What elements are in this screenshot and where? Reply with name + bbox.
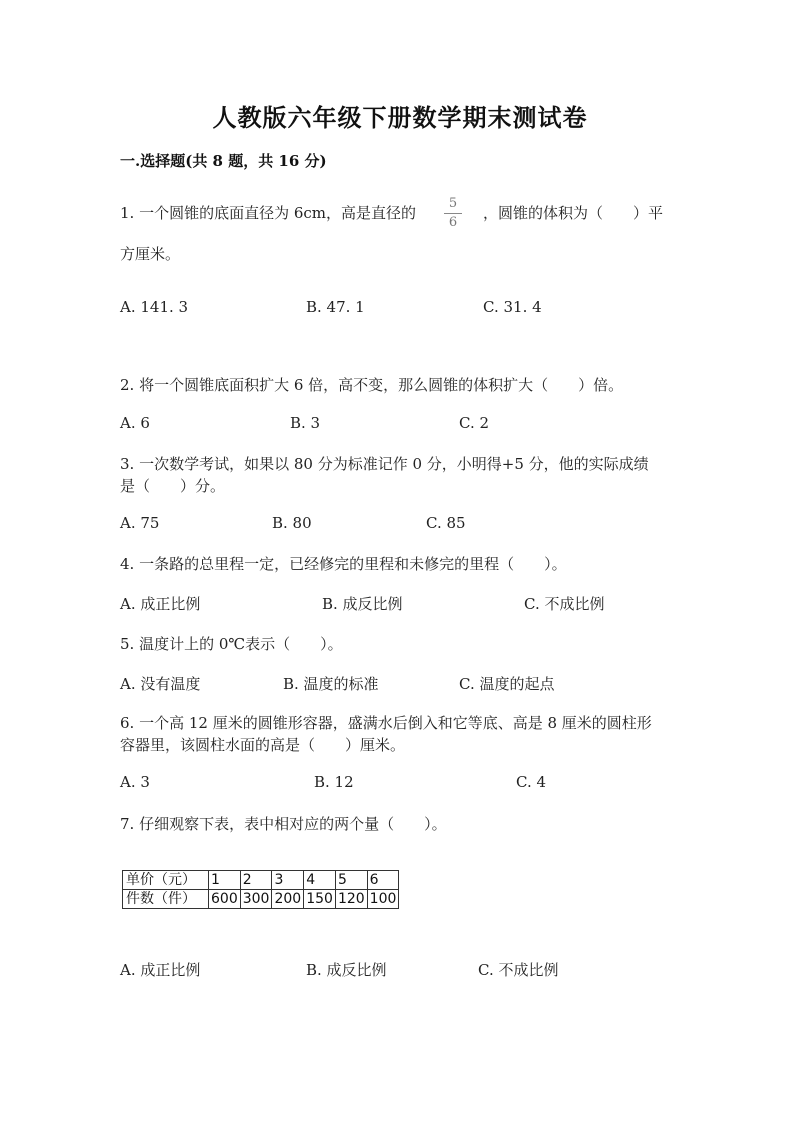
question-7-option-a[interactable]: A. 成正比例: [120, 961, 201, 979]
table-cell: 100: [367, 890, 399, 909]
question-1-text-b: ，圆锥的体积为（ ）平: [483, 204, 664, 222]
fraction-bar: [444, 213, 462, 214]
question-3-option-b[interactable]: B. 80: [272, 514, 312, 532]
question-2-option-c[interactable]: C. 2: [459, 414, 490, 432]
fraction-five-sixths: [444, 196, 462, 231]
question-6-option-c[interactable]: C. 4: [516, 773, 547, 791]
table-cell: 4: [304, 871, 336, 890]
table-cell: 5: [335, 871, 367, 890]
question-4-text: 4. 一条路的总里程一定，已经修完的里程和未修完的里程（ ）。: [120, 555, 567, 573]
table-cell: 3: [272, 871, 304, 890]
question-3-text: 3. 一次数学考试，如果以 80 分为标准记作 0 分，小明得+5 分，他的实际成绩: [120, 455, 649, 473]
question-5-option-b[interactable]: B. 温度的标准: [283, 675, 379, 693]
question-6-option-a[interactable]: A. 3: [120, 773, 150, 791]
question-3-option-c[interactable]: C. 85: [426, 514, 466, 532]
question-1-option-c[interactable]: C. 31. 4: [483, 298, 542, 316]
table-row: [123, 890, 399, 909]
question-1-option-b[interactable]: B. 47. 1: [306, 298, 365, 316]
question-1-text-cont: 方厘米。: [120, 245, 181, 263]
table-cell: 2: [240, 871, 272, 890]
question-3-text-cont: 是（ ）分。: [120, 477, 226, 495]
table-row-header: 件数（件）: [123, 890, 209, 909]
question-3-option-a[interactable]: A. 75: [120, 514, 160, 532]
question-4-option-c[interactable]: C. 不成比例: [524, 595, 605, 613]
table-cell: 6: [367, 871, 399, 890]
question-6-text: 6. 一个高 12 厘米的圆锥形容器，盛满水后倒入和它等底、高是 8 厘米的圆柱形: [120, 714, 652, 732]
fraction-numerator: 5: [448, 196, 458, 211]
table-cell: 200: [272, 890, 304, 909]
fraction-denominator: 6: [448, 215, 458, 230]
table-cell: 1: [209, 871, 241, 890]
page-title: 人教版六年级下册数学期末测试卷: [212, 103, 588, 132]
question-2-option-b[interactable]: B. 3: [290, 414, 321, 432]
question-6-option-b[interactable]: B. 12: [314, 773, 354, 791]
question-1-option-a[interactable]: A. 141. 3: [120, 298, 189, 316]
question-6-text-cont: 容器里，该圆柱水面的高是（ ）厘米。: [120, 736, 406, 754]
question-5-text: 5. 温度计上的 0℃表示（ ）。: [120, 635, 343, 653]
question-4-option-a[interactable]: A. 成正比例: [120, 595, 201, 613]
table-cell: 300: [240, 890, 272, 909]
question-7-option-b[interactable]: B. 成反比例: [306, 961, 387, 979]
question-7-option-c[interactable]: C. 不成比例: [478, 961, 559, 979]
section-heading: 一.选择题(共 8 题，共 16 分): [120, 152, 327, 170]
question-5-option-a[interactable]: A. 没有温度: [120, 675, 201, 693]
question-4-option-b[interactable]: B. 成反比例: [322, 595, 403, 613]
question-7-text: 7. 仔细观察下表，表中相对应的两个量（ ）。: [120, 815, 447, 833]
question-2-text: 2. 将一个圆锥底面积扩大 6 倍，高不变，那么圆锥的体积扩大（ ）倍。: [120, 376, 624, 394]
table-cell: 150: [304, 890, 336, 909]
table-cell: 120: [335, 890, 367, 909]
table-row-header: 单价（元）: [123, 871, 209, 890]
question-1-text-a: 1. 一个圆锥的底面直径为 6cm，高是直径的: [120, 204, 417, 222]
question-5-option-c[interactable]: C. 温度的起点: [459, 675, 555, 693]
table-cell: 600: [209, 890, 241, 909]
price-quantity-table: [122, 870, 399, 909]
question-2-option-a[interactable]: A. 6: [120, 414, 150, 432]
table-row: [123, 871, 399, 890]
